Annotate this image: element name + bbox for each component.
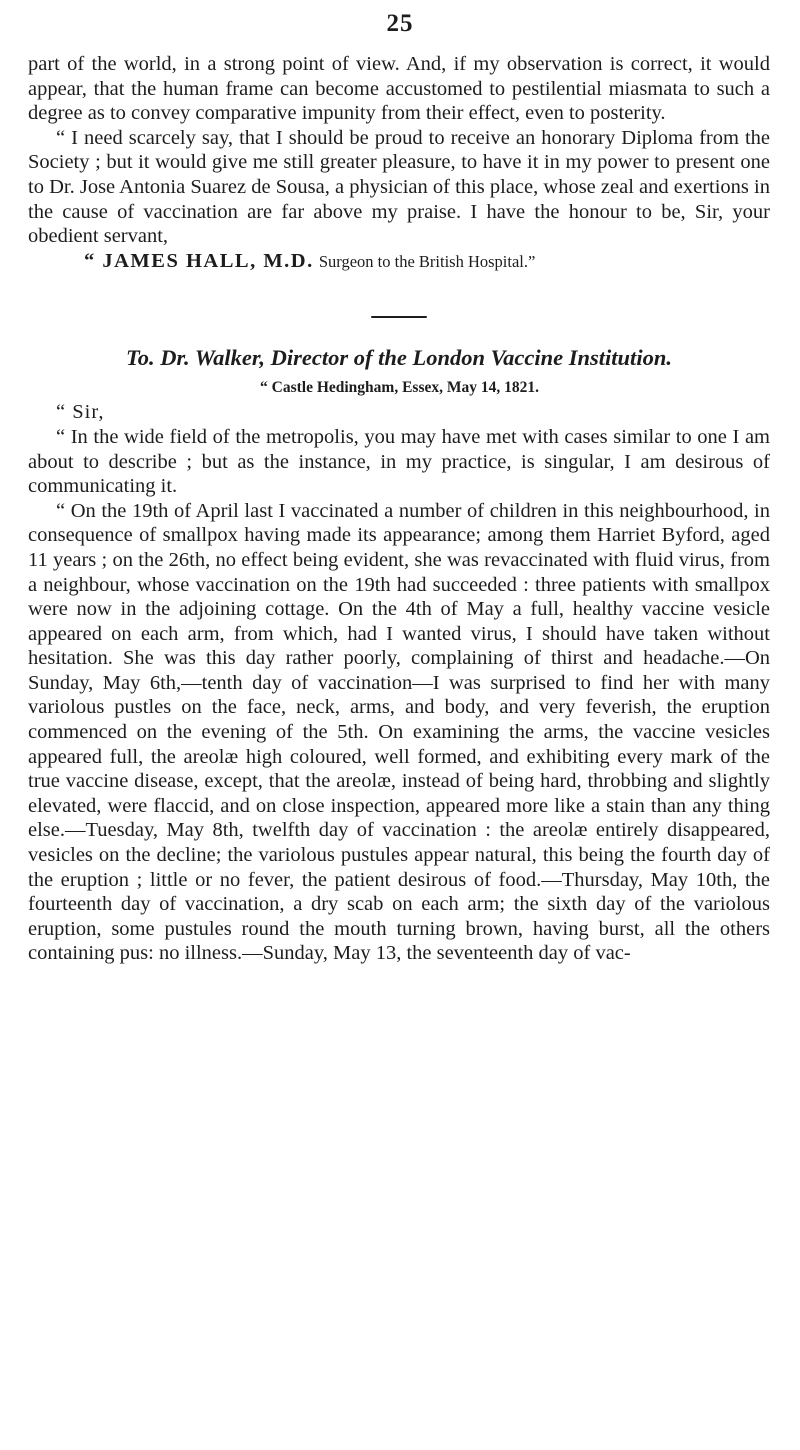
page-content — [28, 52, 770, 966]
letter2-paragraph-2: “ On the 19th of April last I vaccinated a number of children in this neighbourhood, in consequence of smallpox having made its appearance; among them Harriet Byford, aged 11 years ; on the 26th, no effect being evident, she was revaccinated with fluid virus, from a neighbour, whose vaccination on the 19th had succeeded : three patients with smallpox were now in the adjoining cottage. On the 4th of May a full, healthy vaccine vesicle appeared on each arm, from which, had I wanted virus, I should have taken without hesitation. She was this day rather poorly, complaining of thirst and headache.—On Sunday, May 6th,—tenth day of vaccination—I was surprised to find her with many variolous pustles on the face, neck, arms, and body, and very feverish, the eruption commenced on the evening of the 5th. On examining the arms, the vaccine vesicles appeared full, the areolæ high coloured, well formed, and exhibiting every mark of the true vaccine disease, except, that the areolæ, instead of being hard, throbbing and slightly elevated, were flaccid, and on close inspection, appeared more like a stain than any thing else.—Tuesday, May 8th, twelfth day of vaccination : the areolæ entirely disappeared, vesicles on the decline; the variolous pustules appear natural, this being the fourth day of the eruption ; little or no fever, the patient desirous of food.—Thursday, May 10th, the fourteenth day of vaccination, a dry scab on each arm; the sixth day of the variolous eruption, some pustules round the mouth turning brown, having burst, all the others containing pus: no illness.—Sunday, May 13, the seventeenth day of vac- — [28, 499, 770, 965]
letter-to-dr-walker — [28, 344, 770, 966]
page-number: 25 — [386, 10, 414, 37]
section-divider — [371, 316, 427, 318]
letter-from-james-hall — [28, 52, 770, 274]
signature-name: “ JAMES HALL, M.D. — [84, 249, 314, 272]
letter2-heading: To. Dr. Walker, Director of the London Vaccine Institution. — [126, 345, 672, 371]
signature-role: Surgeon to the British Hospital.” — [318, 251, 536, 271]
letter1-paragraph-2: “ I need scarcely say, that I should be proud to receive an honorary Diploma from the Society ; but it would give me still greater pleasure, to have it in my power to present one to Dr. Jose Antonia Suarez de Sousa, a physician of this place, whose zeal and exertions in the cause of vaccination are far above my praise. I have the honour to be, Sir, your obedient servant, — [28, 126, 770, 248]
letter2-salutation: “ Sir, — [56, 401, 105, 424]
letter1-signature — [28, 249, 770, 275]
letter2-dateline: “ Castle Hedingham, Essex, May 14, 1821. — [260, 379, 539, 397]
letter2-paragraph-1: “ In the wide field of the metropolis, you may have met with cases similar to one I am about to describe ; but as the instance, in my practice, is singular, I am desirous of communicating it. — [28, 425, 770, 498]
letter1-paragraph-1: part of the world, in a strong point of view. And, if my observation is correct, it would appear, that the human frame can become accustomed to pestilential miasmata to such a degree as to convey comparative impunity from their effect, even to posterity. — [28, 53, 770, 125]
